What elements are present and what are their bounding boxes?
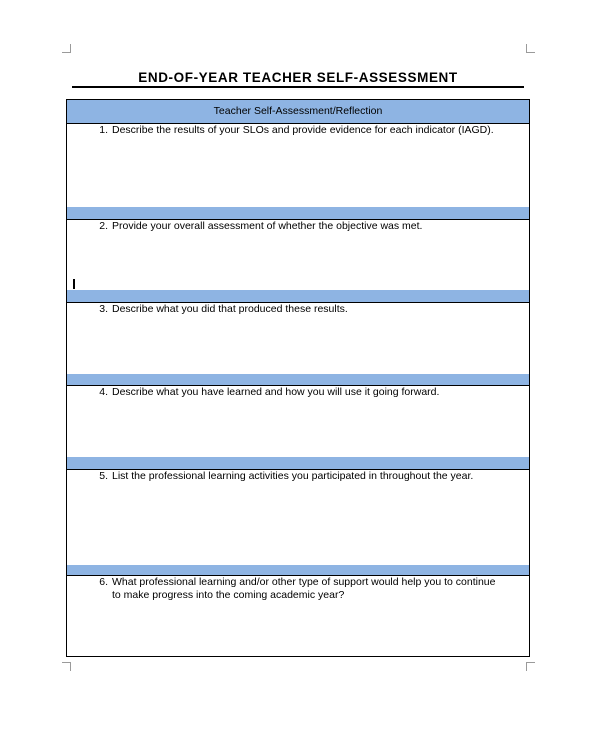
crop-mark-top-right (526, 44, 535, 53)
question-4[interactable] (87, 386, 503, 399)
question-number: 4. (99, 386, 108, 398)
question-text: What professional learning and/or other type of support would help you to continue to make progress into the coming academic year? (112, 576, 496, 601)
assessment-table (66, 99, 530, 657)
section-divider (67, 565, 529, 576)
question-text: Provide your overall assessment of whether the objective was met. (112, 220, 423, 232)
question-number: 5. (99, 470, 108, 482)
question-number: 6. (99, 576, 108, 588)
question-text: List the professional learning activities you participated in throughout the year. (112, 470, 474, 482)
title-underline (72, 86, 524, 88)
question-1[interactable] (87, 124, 503, 137)
question-number: 1. (99, 124, 108, 136)
section-divider (67, 207, 529, 220)
question-number: 2. (99, 220, 108, 232)
question-text: Describe what you did that produced these results. (112, 303, 348, 315)
question-3[interactable] (87, 303, 503, 316)
table-header: Teacher Self-Assessment/Reflection (67, 100, 529, 124)
crop-mark-bottom-left (62, 662, 71, 671)
question-number: 3. (99, 303, 108, 315)
section-divider (67, 374, 529, 386)
question-text: Describe what you have learned and how you will use it going forward. (112, 386, 440, 398)
crop-mark-bottom-right (526, 662, 535, 671)
crop-mark-top-left (62, 44, 71, 53)
question-6[interactable] (87, 576, 503, 601)
text-cursor (73, 279, 75, 289)
question-5[interactable] (87, 470, 503, 483)
section-divider (67, 290, 529, 303)
question-text: Describe the results of your SLOs and provide evidence for each indicator (IAGD). (112, 124, 494, 136)
document-title: END-OF-YEAR TEACHER SELF-ASSESSMENT (138, 70, 458, 85)
section-divider (67, 457, 529, 470)
question-2[interactable] (87, 220, 503, 233)
